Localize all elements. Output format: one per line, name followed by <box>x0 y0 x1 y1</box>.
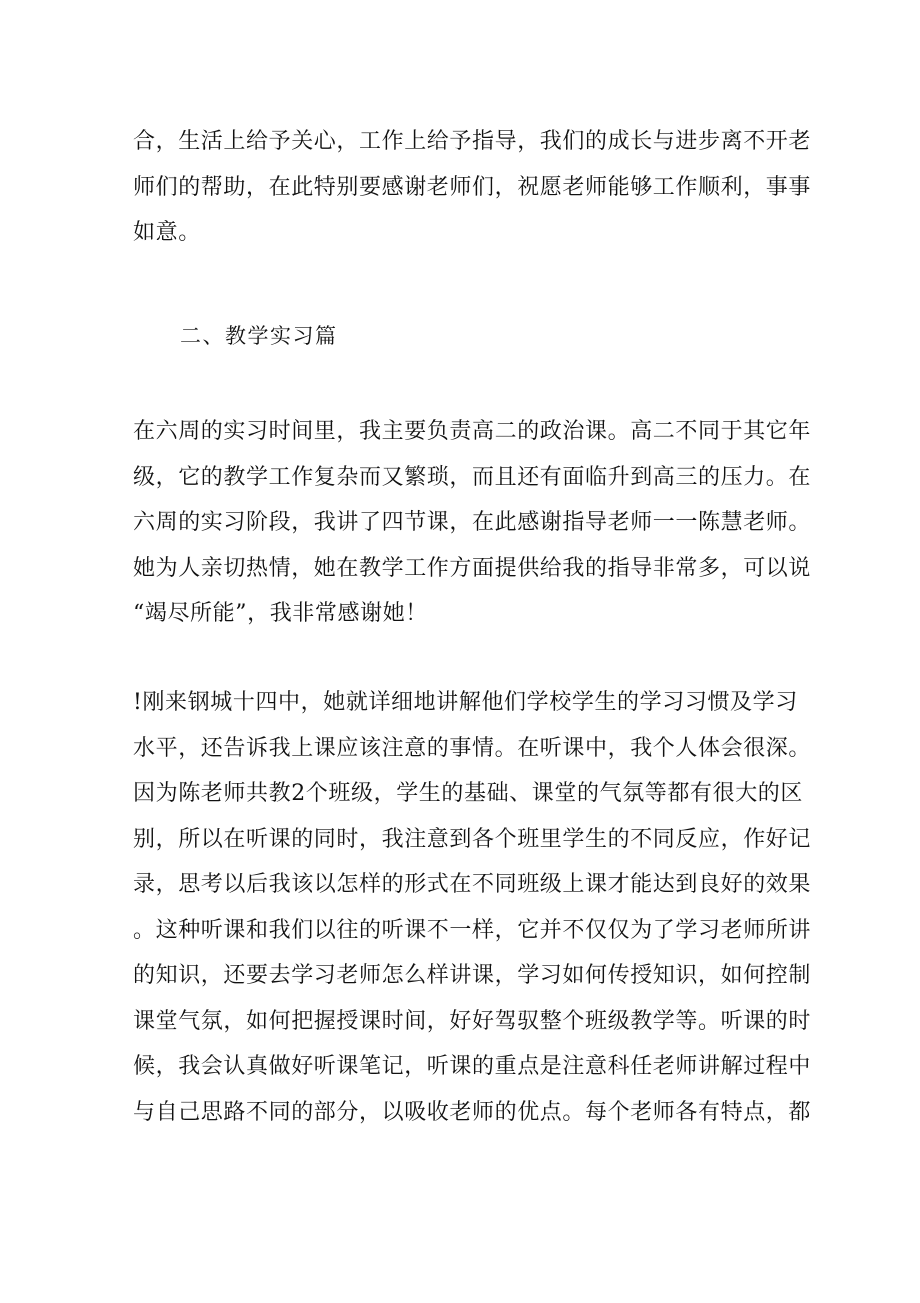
text-line: 如意。 <box>133 220 201 245</box>
text-line: “竭尽所能”，我非常感谢她！ <box>133 601 428 626</box>
text-line: 与自己思路不同的部分，以吸收老师的优点。每个老师各有特点，都 <box>133 1099 812 1125</box>
text-line: 级，它的教学工作复杂而又繁琐，而且还有面临升到高三的压力。在 <box>133 464 812 490</box>
paragraph-teaching-intro <box>133 409 812 637</box>
text-line: 她为人亲切热情，她在教学工作方面提供给我的指导非常多，可以说 <box>133 555 812 581</box>
text-line: 课堂气氛，如何把握授课时间，好好驾驭整个班级教学等。听课的时 <box>133 1008 812 1034</box>
section-heading: 二、教学实习篇 <box>180 324 338 348</box>
text-line: 合，生活上给予关心，工作上给予指导，我们的成长与进步离不开老 <box>133 129 812 154</box>
text-line: 师们的帮助，在此特别要感谢老师们，祝愿老师能够工作顺利，事事 <box>133 174 812 200</box>
text-line: 因为陈老师共教2个班级，学生的基础、课堂的气氛等都有很大的区 <box>133 781 803 806</box>
text-line: 别，所以在听课的同时，我注意到各个班里学生的不同反应，作好记 <box>133 826 812 852</box>
text-line: 录，思考以后我该以怎样的形式在不同班级上课才能达到良好的效果 <box>133 872 812 897</box>
text-line: 在六周的实习时间里，我主要负责高二的政治课。高二不同于其它年 <box>133 419 812 444</box>
text-line: 。这种听课和我们以往的听课不一样，它并不仅仅为了学习老师所讲 <box>133 917 812 943</box>
text-line: 的知识，还要去学习老师怎么样讲课，学习如何传授知识，如何控制 <box>133 963 812 988</box>
paragraph-observation <box>133 680 812 1135</box>
text-line: 水平，还告诉我上课应该注意的事情。在听课中，我个人体会很深。 <box>133 735 812 761</box>
text-line: 候，我会认真做好听课笔记，听课的重点是注意科任老师讲解过程中 <box>133 1054 812 1079</box>
paragraph-thanks <box>133 119 812 256</box>
text-line: !刚来钢城十四中，她就详细地讲解他们学校学生的学习习惯及学习 <box>133 690 798 715</box>
text-line: 六周的实习阶段，我讲了四节课，在此感谢指导老师一一陈慧老师。 <box>133 510 812 535</box>
